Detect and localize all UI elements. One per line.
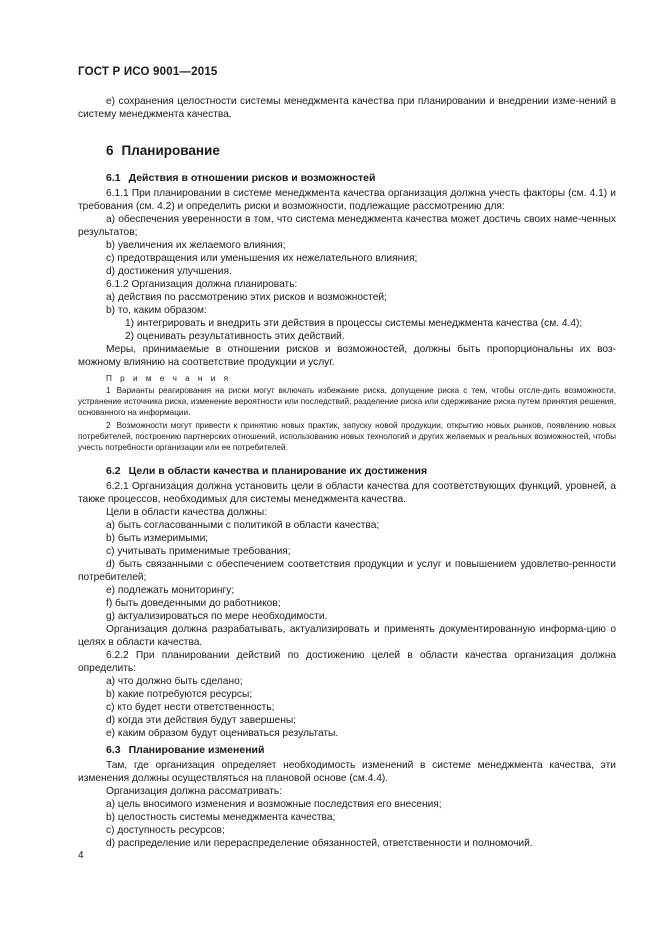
goals-intro: Цели в области качества должны: bbox=[106, 507, 268, 518]
sub-list-item: 1) интегрировать и внедрить эти действия в процессы системы менеджмента качества (см. 4.4); bbox=[125, 318, 583, 329]
list-item: b) целостность системы менеджмента качества; bbox=[106, 812, 336, 823]
subsection-number: 6.3 bbox=[106, 744, 121, 756]
item-e-top: e) сохранения целостности системы менеджмента качества при планировании и внедрении изме-нений в систему менеджмента качества. bbox=[78, 96, 616, 120]
standard-header: ГОСТ Р ИСО 9001—2015 bbox=[78, 66, 218, 78]
list-item: d) достижения улучшения. bbox=[106, 266, 232, 277]
subsection-6-2-heading bbox=[106, 465, 616, 477]
list-item: c) учитывать применимые требования; bbox=[106, 546, 291, 557]
list-item: a) цель вносимого изменения и возможные последствия его внесения; bbox=[106, 799, 442, 810]
page-content bbox=[78, 95, 616, 850]
list-item: e) подлежать мониторингу; bbox=[106, 585, 235, 596]
measures-paragraph: Меры, принимаемые в отношении рисков и возможностей, должны быть пропорциональны их воз-можному влиянию на соответствие продукции и услуг. bbox=[78, 344, 616, 368]
list-item: a) обеспечения уверенности в том, что система менеджмента качества может достичь своих наме-ченных результатов; bbox=[78, 214, 616, 238]
list-item: f) быть доведенными до работников; bbox=[106, 598, 281, 609]
note-1 bbox=[78, 385, 616, 418]
list-item: e) каким образом будут оцениваться результаты. bbox=[106, 728, 339, 739]
list-item: d) распределение или перераспределение обязанностей, ответственности и полномочий. bbox=[106, 838, 533, 849]
clause-6-1-1: 6.1.1 При планировании в системе менеджмента качества организация должна учесть факторы (см. 4.1) и требования (см. 4.2) и определить риски и возможности, подлежащие рассмотрению для: bbox=[78, 188, 616, 212]
list-item: a) что должно быть сделано; bbox=[106, 676, 243, 687]
list-item: d) когда эти действия будут завершены; bbox=[106, 715, 296, 726]
list-item: b) быть измеримыми; bbox=[106, 533, 209, 544]
note-text: Возможности могут привести к принятию новых практик, запуску новой продукции, открытию новых рынков, появлению новых потребителей, построению партнерских отношений, использованию новых технологий и других желаемых и реальных возможностей, чтобы учесть потребности организации или ее потребителей. bbox=[78, 421, 616, 452]
list-item: c) доступность ресурсов; bbox=[106, 825, 225, 836]
list-item: b) какие потребуются ресурсы; bbox=[106, 689, 253, 700]
list-item: d) быть связанными с обеспечением соответствия продукции и услуг и повышением удовлетво-ренности потребителей; bbox=[78, 559, 616, 583]
notes-title: П р и м е ч а н и я bbox=[106, 374, 232, 383]
clause-6-1-2: 6.1.2 Организация должна планировать: bbox=[106, 279, 298, 290]
list-item: a) быть согласованными с политикой в области качества; bbox=[106, 520, 380, 531]
section-title: Планирование bbox=[121, 143, 220, 158]
subsection-6-3-heading bbox=[106, 744, 616, 756]
list-item: a) действия по рассмотрению этих рисков и возможностей; bbox=[106, 292, 387, 303]
section-6-heading bbox=[106, 143, 616, 158]
list-item: c) кто будет нести ответственность; bbox=[106, 702, 275, 713]
section-number: 6 bbox=[106, 143, 114, 158]
subsection-title: Цели в области качества и планирование их достижения bbox=[128, 465, 428, 477]
changes-intro: Организация должна рассматривать: bbox=[106, 786, 283, 797]
list-item: g) актуализироваться по мере необходимости. bbox=[106, 611, 328, 622]
list-item: c) предотвращения или уменьшения их нежелательного влияния; bbox=[106, 253, 418, 264]
clause-6-2-1: 6.2.1 Организация должна установить цели в области качества для соответствующих функций, уровней, а также процессов, необходимых для системы менеджмента качества. bbox=[78, 481, 616, 505]
sub-list-item: 2) оценивать результативность этих действий. bbox=[125, 331, 345, 342]
subsection-title: Планирование изменений bbox=[128, 744, 265, 756]
list-item: b) увеличения их желаемого влияния; bbox=[106, 240, 286, 251]
subsection-title: Действия в отношении рисков и возможностей bbox=[128, 172, 376, 184]
note-2 bbox=[78, 420, 616, 453]
changes-paragraph: Там, где организация определяет необходимость изменений в системе менеджмента качества, эти изменения должны осуществляться на плановой основе (см.4.4). bbox=[78, 760, 616, 784]
list-item: b) то, каким образом: bbox=[106, 305, 207, 316]
subsection-number: 6.1 bbox=[106, 172, 121, 184]
clause-6-2-2: 6.2.2 При планировании действий по достижению целей в области качества организация должна определить: bbox=[78, 650, 616, 674]
note-text: Варианты реагирования на риски могут включать избежание риска, допущение риска с тем, чтобы отсле-дить возможности, устранение источника риска, изменение вероятности или последствий, разделение риска или сдерживание риска путем принятия решения, основанного на информации. bbox=[78, 386, 616, 417]
note-number: 1 bbox=[106, 386, 111, 395]
subsection-number: 6.2 bbox=[106, 465, 121, 477]
page-number: 4 bbox=[78, 850, 84, 861]
note-number: 2 bbox=[106, 421, 111, 430]
documented-info-paragraph: Организация должна разрабатывать, актуализировать и применять документированную информа-цию о целях в области качества. bbox=[78, 624, 616, 648]
subsection-6-1-heading bbox=[106, 172, 616, 184]
